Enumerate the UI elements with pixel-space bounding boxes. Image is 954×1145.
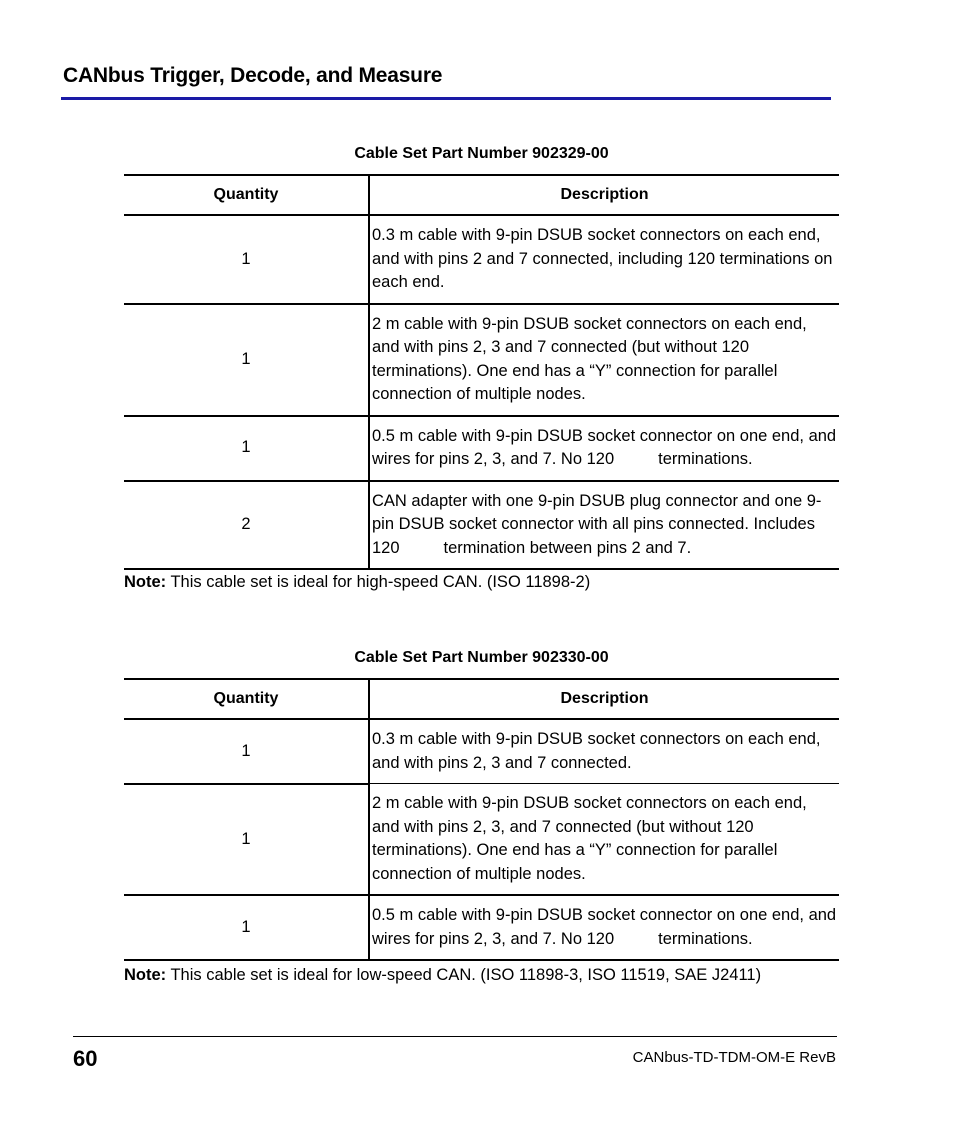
description-cell: 2 m cable with 9-pin DSUB socket connectors on each end, and with pins 2, 3 and 7 connected (but without 120 terminations). One end has a “Y” connection for parallel connection of multiple nodes. [369, 304, 839, 416]
document-id: CANbus-TD-TDM-OM-E RevB [632, 1049, 836, 1066]
note-text: This cable set is ideal for high-speed CAN. (ISO 11898-2) [166, 573, 591, 591]
note-label: Note: [124, 966, 167, 984]
note-label: Note: [124, 573, 167, 591]
description-column-header: Description [369, 175, 839, 215]
table-header-row [124, 679, 839, 719]
quantity-cell: 1 [124, 215, 369, 304]
quantity-cell: 2 [124, 481, 369, 570]
table-caption: Cable Set Part Number 902329-00 [354, 145, 609, 162]
description-cell [369, 895, 839, 960]
page-header-title: CANbus Trigger, Decode, and Measure [63, 64, 443, 87]
table-row [124, 719, 839, 784]
description-text: termination between pins 2 and 7. [443, 538, 692, 557]
description-text: CAN adapter with one 9-pin DSUB plug connector and one 9-pin DSUB socket connector with all pins connected. Includes 120 [372, 491, 822, 557]
table-note [124, 966, 761, 985]
table-caption: Cable Set Part Number 902330-00 [354, 649, 609, 666]
table-row [124, 481, 839, 570]
header-rule [61, 97, 831, 100]
description-cell: 0.3 m cable with 9-pin DSUB socket connectors on each end, and with pins 2, 3 and 7 connected. [369, 719, 839, 784]
table-row [124, 416, 839, 481]
quantity-cell: 1 [124, 304, 369, 416]
quantity-cell: 1 [124, 784, 369, 896]
table-row [124, 784, 839, 896]
description-text: terminations. [658, 450, 753, 468]
quantity-column-header: Quantity [124, 175, 369, 215]
quantity-cell: 1 [124, 719, 369, 784]
description-text: 0.5 m cable with 9-pin DSUB socket connector on one end, and wires for pins 2, 3, and 7. No 120 [372, 426, 837, 468]
description-cell: 2 m cable with 9-pin DSUB socket connectors on each end, and with pins 2, 3, and 7 connected (but without 120 terminations). One end has a “Y” connection for parallel connection of multiple nodes. [369, 784, 839, 896]
table-row [124, 304, 839, 416]
quantity-column-header: Quantity [124, 679, 369, 719]
page-number: 60 [73, 1046, 98, 1071]
table-note [124, 573, 590, 592]
description-text: terminations. [658, 929, 753, 948]
description-cell: 0.3 m cable with 9-pin DSUB socket connectors on each end, and with pins 2 and 7 connected, including 120 terminations on each end. [369, 215, 839, 304]
quantity-cell: 1 [124, 895, 369, 960]
table-row [124, 895, 839, 960]
description-cell [369, 416, 839, 481]
table-header-row [124, 175, 839, 215]
table-row [124, 215, 839, 304]
footer-rule [73, 1036, 837, 1037]
cable-set-table [124, 678, 839, 961]
quantity-cell: 1 [124, 416, 369, 481]
note-text: This cable set is ideal for low-speed CAN. (ISO 11898-3, ISO 11519, SAE J2411) [166, 966, 762, 984]
description-text: 0.5 m cable with 9-pin DSUB socket connector on one end, and wires for pins 2, 3, and 7. No 120 [372, 906, 837, 948]
description-cell [369, 481, 839, 570]
cable-set-table [124, 174, 839, 570]
description-column-header: Description [369, 679, 839, 719]
